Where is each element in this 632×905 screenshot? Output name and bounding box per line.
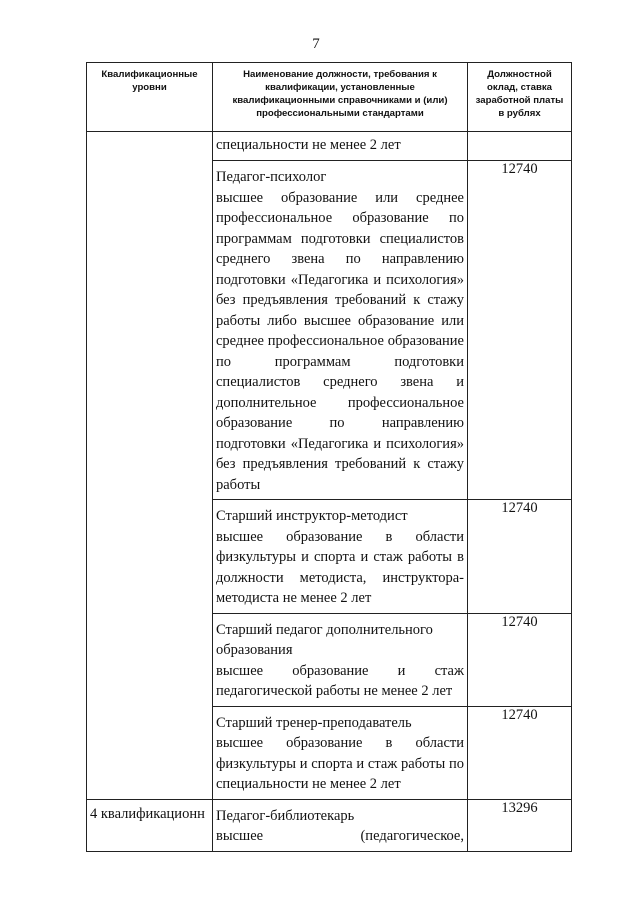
position-title: Старший тренер-преподаватель (216, 714, 412, 731)
position-title: Педагог-психолог (216, 169, 327, 185)
header-qualification-levels: Квалификационные уровни (87, 63, 213, 132)
header-salary: Должностной оклад, ставка заработной платы в рублях (468, 63, 572, 132)
table-header-row (87, 63, 572, 132)
table-row (87, 799, 572, 851)
position-cell (213, 706, 468, 799)
position-description: высшее (педагогическое, (216, 828, 464, 844)
position-cell (213, 613, 468, 706)
position-cell (213, 799, 468, 851)
salary-cell: 12740 (468, 706, 572, 799)
level-cell (87, 132, 213, 800)
salary-cell: 13296 (468, 799, 572, 851)
header-position-requirements: Наименование должности, требования к квалификации, установленные квалификационными справочниками и (или) профессиональными стандартами (213, 63, 468, 132)
position-cell (213, 500, 468, 614)
position-description: высшее образование или среднее профессиональное образование по программам подготовки специалистов среднего звена по направлению подготовки «Педагогика и психология» без предъявления требований к стажу работы либо высшее образование или среднее профессиональное образование по программам подготовки специалистов среднего звена и дополнительное профессиональное образование по направлению подготовки «Педагогика и психология» без предъявления требований к стажу работы (216, 189, 464, 493)
position-description: высшее образование и стаж педагогической работы не менее 2 лет (216, 662, 464, 699)
position-title: Старший педагог дополнительного образования (216, 621, 433, 658)
salary-cell: 12740 (468, 161, 572, 500)
qualification-table (86, 62, 572, 852)
position-cell (213, 161, 468, 500)
salary-cell: 12740 (468, 500, 572, 614)
salary-cell: 12740 (468, 613, 572, 706)
page-number: 7 (312, 36, 320, 52)
salary-cell (468, 132, 572, 161)
position-description: высшее образование в области физкультуры и спорта и стаж работы по специальности не менее 2 лет (216, 735, 464, 792)
position-description: высшее образование в области физкультуры и спорта и стаж работы в должности методиста, инструктора-методиста не менее 2 лет (216, 528, 464, 606)
level-cell: 4 квалификационн (87, 799, 213, 851)
position-title: Старший инструктор-методист (216, 508, 408, 524)
position-description: специальности не менее 2 лет (213, 132, 468, 161)
table-row (87, 132, 572, 161)
position-title: Педагог-библиотекарь (216, 807, 355, 824)
